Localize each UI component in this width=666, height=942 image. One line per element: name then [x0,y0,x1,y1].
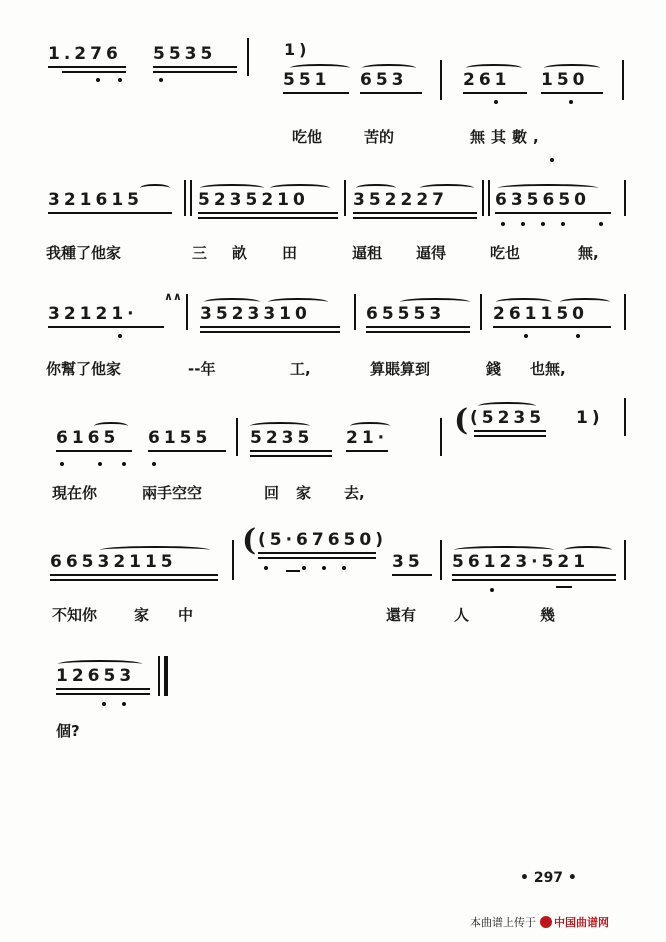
note-group: 3523310 [200,304,311,324]
slur [362,64,416,72]
octave-dot [152,462,156,466]
footer-logo-text: 中国曲谱网 [554,916,609,929]
underline [56,693,150,695]
note-group: 66532115 [50,552,177,572]
lyric: 吃也 [490,244,521,262]
underline [474,435,546,437]
barline [184,180,186,216]
underline [148,450,226,452]
note-group: 5235 [250,428,314,448]
octave-dot [494,100,498,104]
lyric: 逼得 [416,244,447,262]
footer-text: 本曲谱上传于 [470,916,536,929]
lyric: 你幫了他家 [46,360,122,378]
volta-marker: 1) [284,40,311,59]
barline [190,180,192,216]
barline [186,294,188,330]
underline [353,212,477,214]
underline [50,579,218,581]
note-group: 21· [346,428,389,448]
barline [624,540,626,580]
dash-mark [286,570,300,572]
octave-dot [118,334,122,338]
lyric: 人 [454,606,470,624]
barline [344,180,346,216]
underline [48,326,164,328]
lyric: 去, [344,484,365,502]
underline [250,455,332,457]
underline [62,71,126,73]
note-group: (5235 [470,408,546,428]
octave-dot [569,100,573,104]
note-group: 65553 [366,304,446,324]
note-group: 12653 [56,666,136,686]
lyric: 無其數, [470,128,545,146]
lyric: 家 [134,606,150,624]
note-group: 56123·521 [452,552,590,572]
octave-dot [322,566,326,570]
octave-dot [118,78,122,82]
barline [624,294,626,330]
barline [232,540,234,580]
note-group: 6165 [56,428,120,448]
note-group: (5·67650) [258,530,387,550]
underline [541,92,603,94]
underline [56,688,150,690]
barline [624,398,626,436]
underline [153,66,237,68]
parenthesis: ( [242,523,257,558]
lyric: 家 [296,484,312,502]
barline [236,418,238,456]
final-barline-thin [158,656,160,696]
dash-mark [556,586,572,588]
final-barline-thick [164,656,168,696]
barline [354,294,356,330]
underline [250,450,332,452]
underline [346,450,388,452]
underline [392,574,432,576]
octave-dot [122,462,126,466]
underline [198,217,338,219]
lyric: 個? [56,722,80,740]
octave-dot [521,222,525,226]
lyric: 工, [290,360,311,378]
underline [452,579,616,581]
note-group: 653 [360,70,408,90]
octave-dot [576,334,580,338]
octave-dot [561,222,565,226]
note-group: 352227 [353,190,448,210]
underline [493,326,611,328]
underline [153,71,237,73]
underline [283,92,349,94]
lyric: 畝 [232,244,248,262]
lyric: 田 [282,244,298,262]
underline [495,212,611,214]
lyric: 苦的 [364,128,395,146]
note-group: 261150 [493,304,588,324]
watermark-footer [470,914,609,930]
underline [258,552,376,554]
lyric: 無, [578,244,599,262]
lyric: 兩手空空 [142,484,203,502]
ornament-mark: ∧∧ [164,290,182,303]
note-group: 321615 [48,190,143,210]
octave-dot [264,566,268,570]
note-group: 6155 [148,428,212,448]
octave-dot [122,702,126,706]
lyric: 現在你 [52,484,98,502]
barline [247,38,249,76]
note-group: 150 [541,70,589,90]
note-group: 1.276 [48,44,122,64]
octave-dot [501,222,505,226]
lyric: 回 [264,484,280,502]
octave-dot [599,222,603,226]
lyric: 錢 [486,360,502,378]
underline [200,331,340,333]
barline [440,540,442,580]
underline [198,212,338,214]
underline [48,66,126,68]
underline [56,450,132,452]
lyric: 也無, [530,360,566,378]
octave-dot [96,78,100,82]
note-group: 5235210 [198,190,309,210]
barline [624,180,626,216]
octave-dot [490,588,494,592]
lyric: 不知你 [52,606,98,624]
octave-dot [550,158,554,162]
note-group: 635650 [495,190,590,210]
page-number: • 297 • [520,870,577,886]
lyric: 吃他 [292,128,323,146]
barline [482,180,484,216]
underline [463,92,527,94]
lyric: 中 [178,606,194,624]
underline [366,326,470,328]
site-logo-icon [540,916,552,928]
octave-dot [541,222,545,226]
underline [353,217,477,219]
octave-dot [102,702,106,706]
barline [488,180,490,216]
parenthesis: ( [454,403,469,438]
lyric: 幾 [540,606,556,624]
barline [480,294,482,330]
underline [50,574,218,576]
octave-dot [302,566,306,570]
barline [440,418,442,456]
underline [360,92,422,94]
note-group: 5535 [153,44,217,64]
lyric: 算賬算到 [370,360,431,378]
octave-dot [98,462,102,466]
note-group: 1) [576,408,604,428]
underline [48,212,172,214]
underline [258,557,376,559]
underline [366,331,470,333]
note-group: 551 [283,70,331,90]
underline [452,574,616,576]
lyric: 逼租 [352,244,383,262]
lyric: 三 [192,244,208,262]
note-group: 35 [392,552,424,572]
underline [200,326,340,328]
underline [474,430,546,432]
note-group: 32121· [48,304,138,324]
octave-dot [342,566,346,570]
barline [622,60,624,100]
octave-dot [60,462,64,466]
octave-dot [524,334,528,338]
slur [140,184,170,192]
lyric: --年 [188,360,216,378]
barline [440,60,442,100]
octave-dot [159,78,163,82]
lyric: 還有 [386,606,417,624]
lyric: 我種了他家 [46,244,122,262]
note-group: 261 [463,70,511,90]
